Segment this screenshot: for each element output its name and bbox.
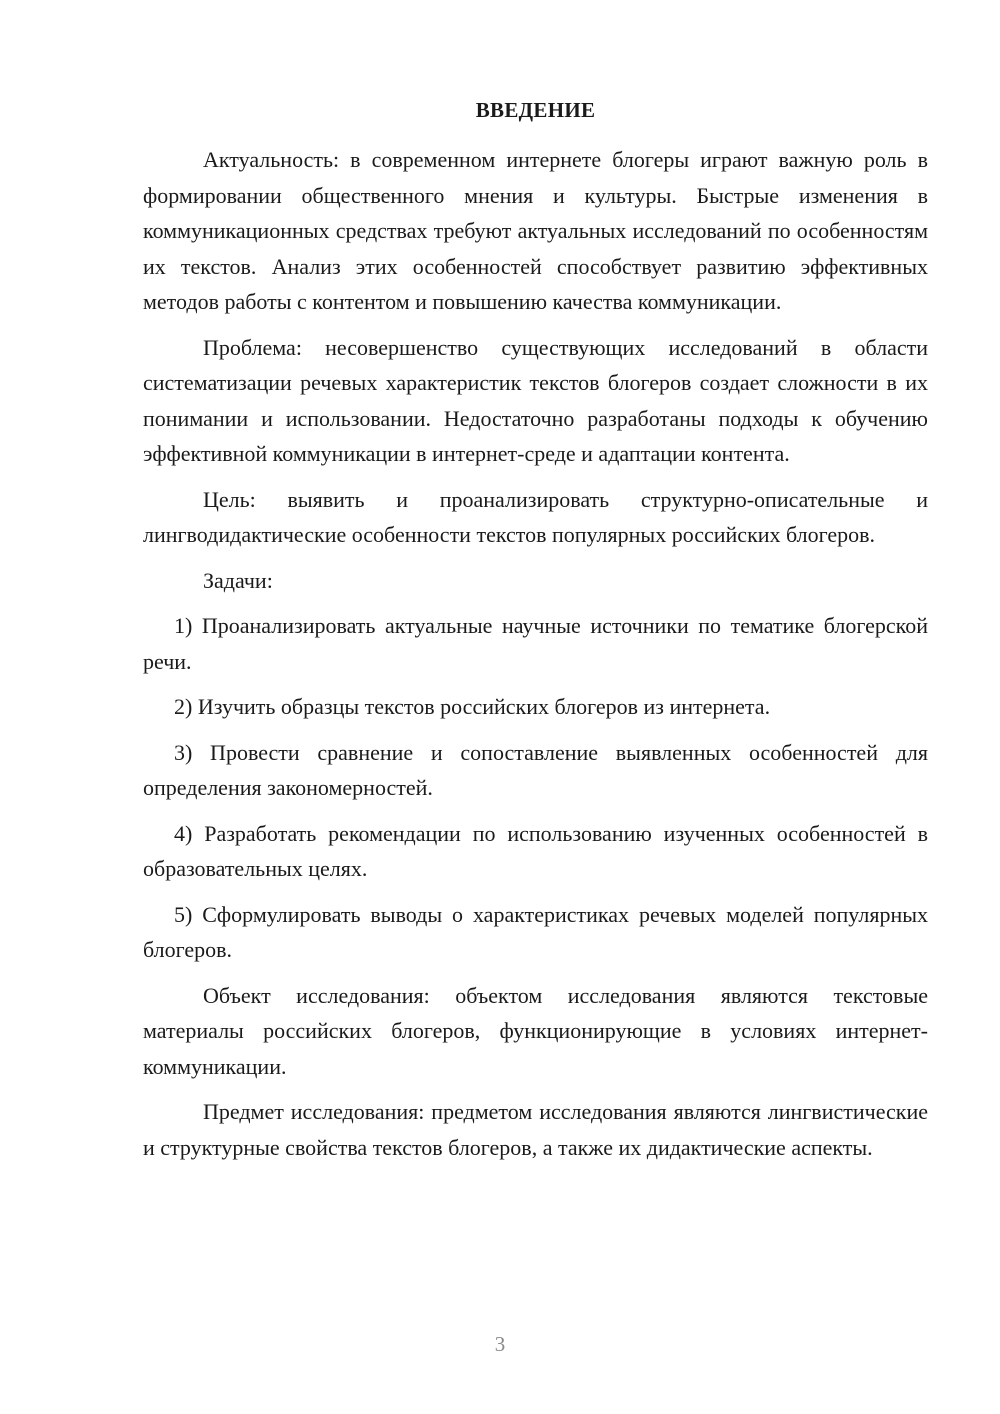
task-item-5: 5) Сформулировать выводы о характеристиках речевых моделей популярных блогеров. (143, 901, 928, 962)
document-page (143, 93, 928, 1175)
tasks-label: Задачи: (203, 567, 273, 593)
goal-paragraph: Цель: выявить и проанализировать структурно-описательные и лингводидактические особенности текстов популярных российских блогеров. (143, 486, 928, 547)
section-heading: ВВЕДЕНИЕ (475, 98, 596, 122)
task-item-1: 1) Проанализировать актуальные научные источники по тематике блогерской речи. (143, 613, 928, 674)
page-number: 3 (494, 1332, 506, 1356)
object-paragraph: Объект исследования: объектом исследования являются текстовые материалы российских блогеров, функционирующие в условиях интернет-коммуникации. (143, 982, 928, 1079)
relevance-paragraph: Актуальность: в современном интернете блогеры играют важную роль в формировании общественного мнения и культуры. Быстрые изменения в коммуникационных средствах требуют актуальных исследований по особенностям их текстов. Анализ этих особенностей способствует развитию эффективных методов работы с контентом и повышению качества коммуникации. (143, 147, 928, 314)
task-item-2: 2) Изучить образцы текстов российских блогеров из интернета. (174, 694, 771, 719)
task-item-3: 3) Провести сравнение и сопоставление выявленных особенностей для определения закономерностей. (143, 739, 928, 800)
problem-paragraph: Проблема: несовершенство существующих исследований в области систематизации речевых характеристик текстов блогеров создает сложности в их понимании и использовании. Недостаточно разработаны подходы к обучению эффективной коммуникации в интернет-среде и адаптации контента. (143, 334, 928, 466)
subject-paragraph: Предмет исследования: предметом исследования являются лингвистические и структурные свойства текстов блогеров, а также их дидактические аспекты. (143, 1099, 928, 1160)
task-item-4: 4) Разработать рекомендации по использованию изученных особенностей в образовательных целях. (143, 820, 928, 881)
